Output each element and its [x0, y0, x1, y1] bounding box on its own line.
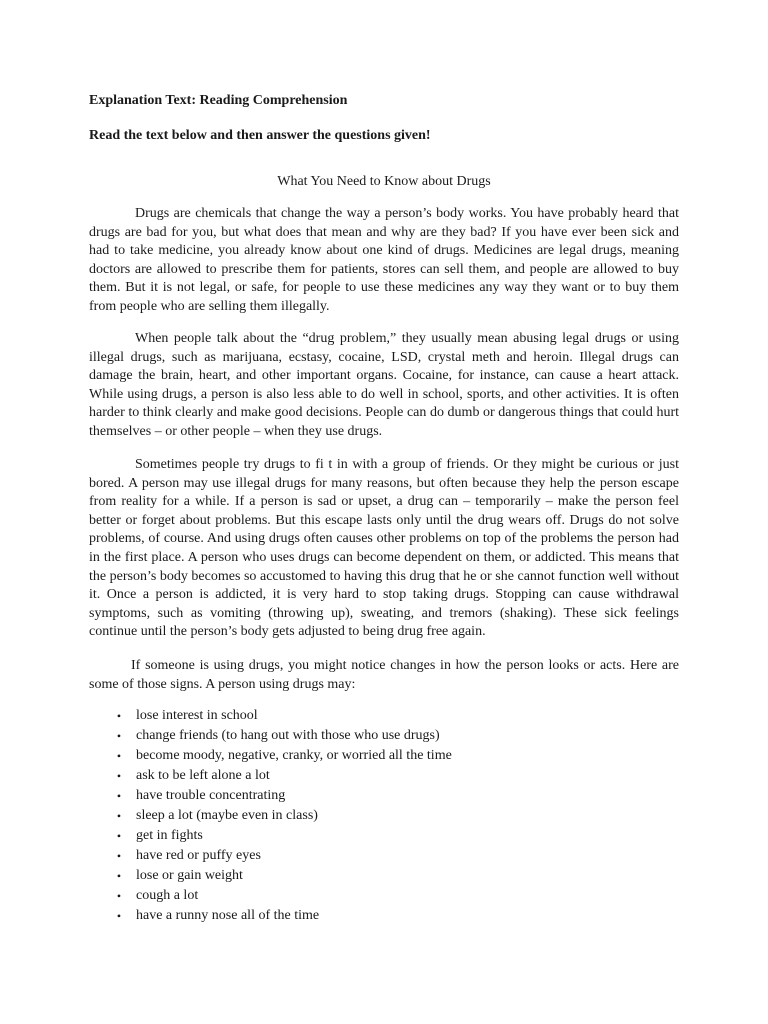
- bullet-icon: •: [116, 869, 122, 883]
- list-item-text: lose or gain weight: [136, 868, 243, 883]
- list-item-text: sleep a lot (maybe even in class): [136, 808, 318, 823]
- bullet-icon: •: [116, 829, 122, 843]
- bullet-icon: •: [116, 789, 122, 803]
- list-item: [89, 866, 649, 886]
- list-item-text: have a runny nose all of the time: [136, 908, 320, 923]
- list-item-text: become moody, negative, cranky, or worried all the time: [136, 748, 452, 763]
- list-item: [89, 846, 649, 866]
- list-item: [89, 746, 649, 766]
- list-item-text: change friends (to hang out with those who use drugs): [136, 728, 440, 743]
- paragraph-1: Drugs are chemicals that change the way a person’s body works. You have probably heard that drugs are bad for you, but what does that mean and why are they bad? If you have ever been sick and had to take medicine, you already know about one kind of drugs. Medicines are legal drugs, meaning doctors are allowed to prescribe them for patients, stores can sell them, and people are allowed to buy them. But it is not legal, or safe, for people to use these medicines any way they want or to buy them from people who are selling them illegally.: [89, 206, 679, 314]
- article-title: What You Need to Know about Drugs: [277, 174, 491, 189]
- list-item: [89, 906, 649, 926]
- list-item: [89, 826, 649, 846]
- bullet-icon: •: [116, 769, 122, 783]
- bullet-icon: •: [116, 889, 122, 903]
- list-item-text: ask to be left alone a lot: [136, 768, 270, 783]
- list-item-text: cough a lot: [136, 888, 199, 903]
- list-item-text: have red or puffy eyes: [136, 848, 261, 863]
- paragraph-2: When people talk about the “drug problem,” they usually mean abusing legal drugs or using illegal drugs, such as marijuana, ecstasy, cocaine, LSD, crystal meth and heroin. Illegal drugs can damage the brain, heart, and other important organs. Cocaine, for instance, can cause a heart attack. While using drugs, a person is also less able to do well in school, sports, and other activities. It is often harder to think clearly and make good decisions. People can do dumb or dangerous things that could hurt themselves – or other people – when they use drugs.: [89, 331, 679, 439]
- bullet-icon: •: [116, 909, 122, 923]
- list-item-text: lose interest in school: [136, 708, 258, 723]
- bullet-icon: •: [116, 709, 122, 723]
- list-item: [89, 806, 649, 826]
- list-item: [89, 706, 649, 726]
- bullet-icon: •: [116, 749, 122, 763]
- list-item: [89, 766, 649, 786]
- list-item: [89, 726, 649, 746]
- paragraph-4: If someone is using drugs, you might notice changes in how the person looks or acts. Here are some of those signs. A person using drugs may:: [89, 658, 679, 692]
- paragraph-3: Sometimes people try drugs to fi t in with a group of friends. Or they might be curious or just bored. A person may use illegal drugs for many reasons, but often because they help the person escape from reality for a while. If a person is sad or upset, a drug can – temporarily – make the person feel better or forget about problems. But this escape lasts only until the drug wears off. Drugs do not solve problems, of course. And using drugs often causes other problems on top of the problems the person had in the first place. A person who uses drugs can become dependent on them, or addicted. This means that the person’s body becomes so accustomed to having this drug that he or she cannot function well without it. Once a person is addicted, it is very hard to stop taking drugs. Stopping can cause withdrawal symptoms, such as vomiting (throwing up), sweating, and tremors (shaking). These sick feelings continue until the person’s body gets adjusted to being drug free again.: [89, 457, 679, 640]
- instruction-text: Read the text below and then answer the questions given!: [89, 128, 431, 143]
- list-item: [89, 786, 649, 806]
- bullet-icon: •: [116, 809, 122, 823]
- page-title: Explanation Text: Reading Comprehension: [89, 93, 348, 108]
- bullet-icon: •: [116, 849, 122, 863]
- list-item: [89, 886, 649, 906]
- bullet-icon: •: [116, 729, 122, 743]
- signs-list: [89, 706, 649, 926]
- list-item-text: get in fights: [136, 828, 203, 843]
- list-item-text: have trouble concentrating: [136, 788, 286, 803]
